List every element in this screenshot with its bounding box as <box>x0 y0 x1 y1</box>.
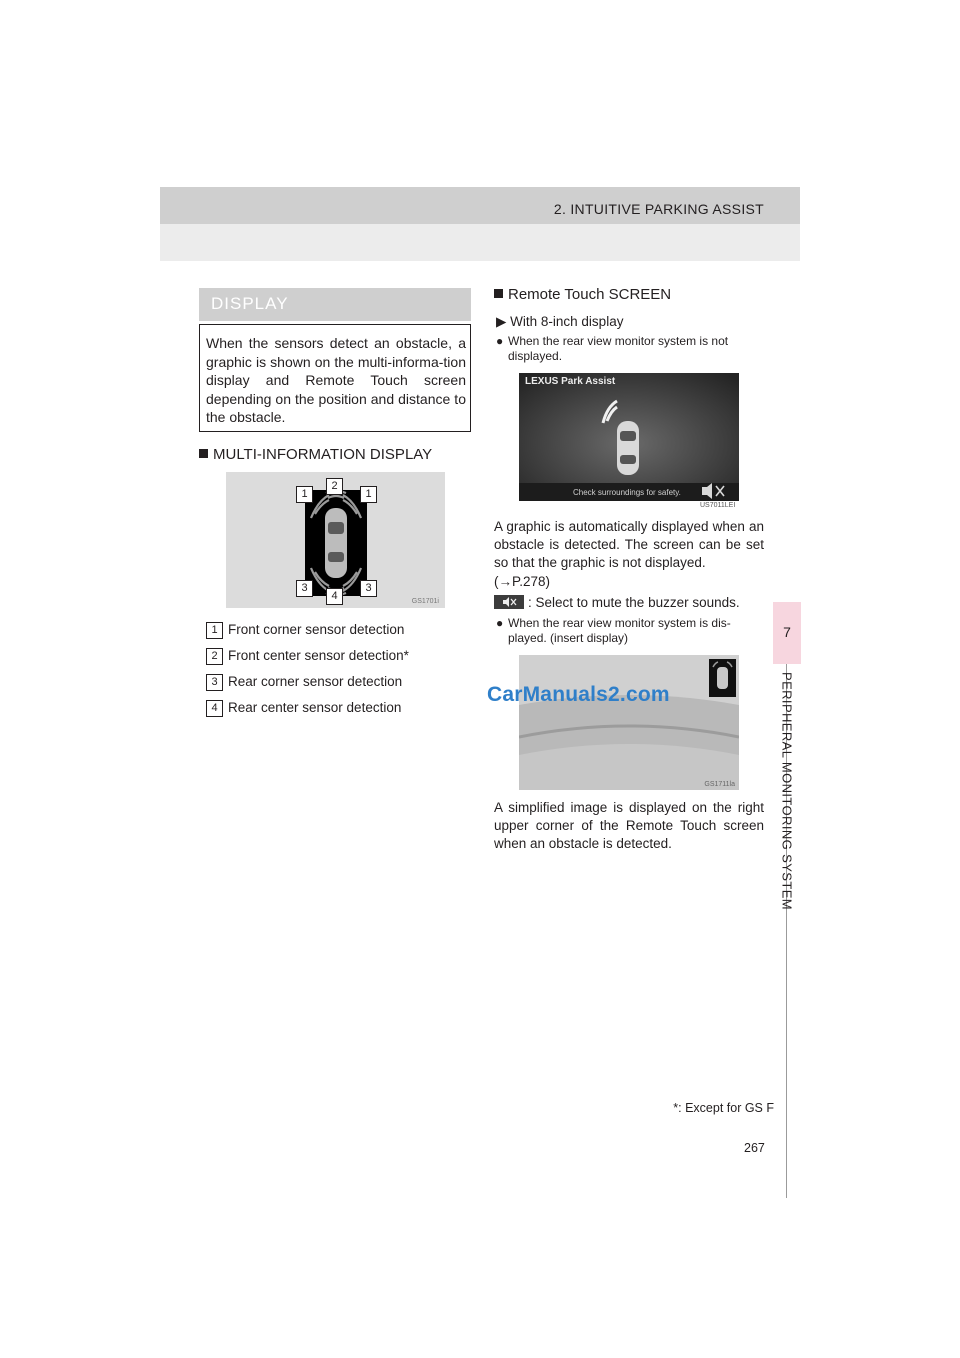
bullet-note-2 <box>496 616 768 646</box>
multi-info-heading-text: MULTI-INFORMATION DISPLAY <box>213 446 433 463</box>
section-title: 2. INTUITIVE PARKING ASSIST <box>553 201 764 217</box>
callout-3-left: 3 <box>296 580 313 597</box>
callout-1-right: 1 <box>360 486 377 503</box>
legend-label: Front corner sensor detection <box>228 622 405 637</box>
display-size-note <box>496 313 623 331</box>
mute-icon <box>494 595 524 609</box>
display-size-text: With 8-inch display <box>510 314 624 329</box>
paragraph-simplified-image: A simplified image is displayed on the right upper corner of the Remote Touch screen when an obstacle is detected. <box>494 800 764 851</box>
callout-2-front: 2 <box>326 478 343 495</box>
park-assist-message: Check surroundings for safety. <box>573 488 681 497</box>
square-bullet-icon <box>199 449 208 458</box>
park-assist-screen <box>519 373 739 501</box>
legend-label: Rear center sensor detection <box>228 700 402 715</box>
screen2-code: GS1711la <box>704 781 735 788</box>
diagram-black-panel <box>305 490 367 596</box>
callout-4-rear: 4 <box>326 588 343 605</box>
chapter-title <box>773 672 801 912</box>
mute-description-text: : Select to mute the buzzer sounds. <box>528 595 740 610</box>
legend-number: 4 <box>206 700 223 717</box>
chapter-number: 7 <box>783 624 791 640</box>
display-heading: DISPLAY <box>211 294 289 313</box>
watermark: CarManuals2.com <box>487 683 670 706</box>
multi-info-diagram <box>226 472 445 608</box>
speaker-mute-icon <box>494 595 524 609</box>
multi-info-heading <box>199 446 432 463</box>
remote-touch-heading-text: Remote Touch SCREEN <box>508 286 672 303</box>
legend-number: 2 <box>206 648 223 665</box>
insert-display-graphic <box>519 655 739 790</box>
legend-label: Rear corner sensor detection <box>228 674 403 689</box>
legend-number: 1 <box>206 622 223 639</box>
header-subband <box>160 224 800 261</box>
insert-display-screen <box>519 655 739 790</box>
park-assist-screen-graphic <box>519 373 739 501</box>
bullet-note-2-text: When the rear view monitor system is dis-played. (insert display) <box>508 616 731 645</box>
mute-description <box>494 594 740 612</box>
paragraph-auto-display: A graphic is automatically displayed when an obstacle is detected. The screen can be set so that the graphic is not displayed. <box>494 519 764 570</box>
circle-bullet-icon: ● <box>496 616 504 630</box>
bullet-note-1 <box>496 334 768 364</box>
callout-3-right: 3 <box>360 580 377 597</box>
screen1-code: US7011LEI <box>700 502 736 509</box>
diagram-code: GS1701i <box>411 598 439 605</box>
legend-number: 3 <box>206 674 223 691</box>
bullet-note-1-text: When the rear view monitor system is not displayed. <box>508 334 729 363</box>
display-heading-bar <box>199 288 471 321</box>
legend-label: Front center sensor detection* <box>228 648 409 663</box>
callout-1-left: 1 <box>296 486 313 503</box>
park-assist-title: LEXUS Park Assist <box>525 376 616 387</box>
display-intro-text: When the sensors detect an obstacle, a graphic is shown on the multi-informa-tion display and Remote Touch screen depending on the position and distance to the obstacle. <box>206 335 466 425</box>
chapter-title-text: PERIPHERAL MONITORING SYSTEM <box>779 672 795 911</box>
triangle-arrow-icon: ▶ <box>496 314 507 329</box>
car-sensor-graphic <box>305 490 367 596</box>
page-number: 267 <box>744 1141 765 1155</box>
page-reference: (→P.278) <box>494 574 551 589</box>
square-bullet-icon <box>494 289 503 298</box>
footnote: *: Except for GS F <box>673 1101 774 1115</box>
remote-touch-heading <box>494 286 671 303</box>
circle-bullet-icon: ● <box>496 334 504 348</box>
